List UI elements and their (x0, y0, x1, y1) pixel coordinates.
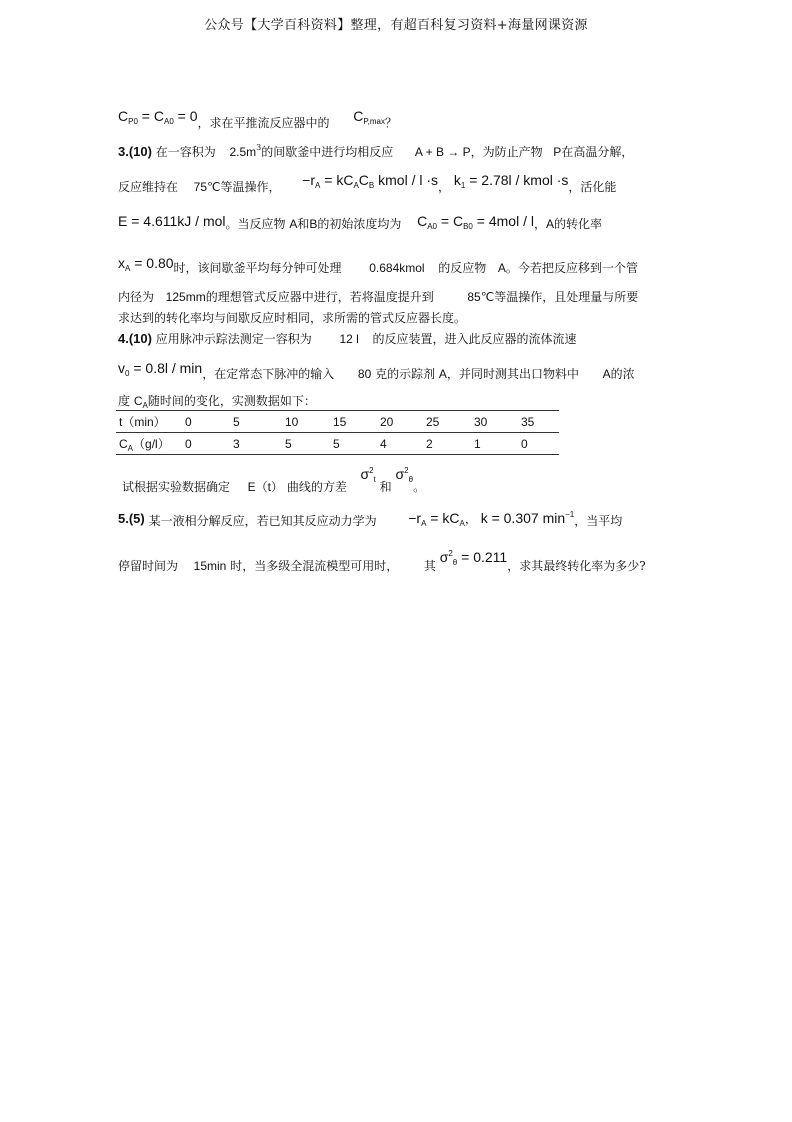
conversion-xa: $x_A = 0.80$ (118, 255, 174, 273)
table-cell: 5 (285, 433, 333, 455)
table-cell: 0 (521, 433, 559, 455)
table-cell: 15 (333, 411, 380, 433)
rate-equation: $-r_A = kC_AC_B$ kmol / l ·s (302, 172, 439, 190)
q3-line-6: 求达到的转化率均与间歇反应时相同，求所需的管式反应器长度。 (118, 311, 467, 325)
table-cell: 0 (185, 433, 233, 455)
table-cell: 20 (380, 411, 426, 433)
q4-line-3: 度 $C_A$随时间的变化，实测数据如下： (118, 394, 316, 410)
table-row-label: $C_A(g/l)$ (116, 433, 185, 455)
cp-max-symbol: $C_{P,max}$ (353, 108, 385, 126)
flow-rate-v0: $v_0 = 0.8l / \min$ (118, 360, 203, 378)
initial-concentration: $C_{A0} = C_{B0} = 4mol / l$ (417, 213, 534, 231)
q3-line-3: E = 4.611kJ / mol。当反应物 A和B的初始浓度均为 $C_{A0} = C_{B0} = 4mol / l$，A的转化率 (118, 213, 603, 231)
q3-line-1: 3.(10) 在一容积为 $2.5m^3$的间歇釜中进行均相反应 A + B → P，为防止产物 P在高温分解， (118, 143, 634, 159)
cp0-equation: $C_{P0} = C_{A0} = 0$ (118, 108, 198, 126)
table-cell: 35 (521, 411, 559, 433)
q5-line-2: 停留时间为 15min 时，当多级全混流模型可用时， 其 $\sigma^2_\theta = 0.211$，求其最终转化率为多少? (118, 549, 646, 573)
table-cell: 5 (333, 433, 380, 455)
k1-value: $k_1 = 2.78l$ / kmol ·s (453, 172, 569, 190)
q5-rate-equation: $-r_A = kC_A$ (408, 510, 465, 528)
table-cell: 5 (233, 411, 285, 433)
table-row-concentration (116, 433, 559, 455)
table-cell: 10 (285, 411, 333, 433)
table-row-time (116, 411, 559, 433)
table-cell: 0 (185, 411, 233, 433)
table-cell: 2 (426, 433, 474, 455)
q2-tail-line: $C_{P0} = C_{A0} = 0$，求在平推流反应器中的 $C_{P,max}$？ (118, 108, 397, 130)
q4-number: 4.(10) (118, 331, 152, 346)
table-row-label: t（min） (116, 411, 185, 433)
q4-line-2: $v_0 = 0.8l / \min$，在定常态下脉冲的输入 80 克的示踪剂 A，并同时测其出口物料中 A的浓 (118, 360, 635, 381)
q3-number: 3.(10) (118, 144, 152, 159)
q4-line-4: 试根据实验数据确定 E（t） 曲线的方差 $\sigma^2_t$ 和 $\sigma^2_\theta$。 (122, 466, 426, 494)
variance-theta: $\sigma^2_\theta$ (395, 466, 414, 484)
table-cell: 4 (380, 433, 426, 455)
table-cell: 25 (426, 411, 474, 433)
tracer-data-table (116, 410, 559, 455)
q3-line-5: 内径为 125mm的理想管式反应器中进行，若将温度提升到 85℃等温操作，且处理量与所要 (118, 290, 639, 304)
q3-line-2: 反应维持在 75℃等温操作， $-r_A = kC_AC_B$ kmol / l ·s， $k_1 = 2.78l$ / kmol ·s，活化能 (118, 172, 617, 194)
activation-energy: E = 4.611kJ / mol (118, 213, 226, 229)
variance-t: $\sigma^2_t$ (360, 466, 376, 484)
table-cell: 1 (474, 433, 521, 455)
q5-line-1: 5.(5) 某一液相分解反应，若已知其反应动力学为 $-r_A = kC_A$， k = 0.307 $\min^{-1}$，当平均 (118, 510, 623, 528)
table-cell: 30 (474, 411, 521, 433)
rate-constant-k: k = 0.307 $\min^{-1}$ (480, 510, 575, 526)
q5-number: 5.(5) (118, 511, 145, 526)
table-cell: 3 (233, 433, 285, 455)
q4-line-1: 4.(10) 应用脉冲示踪法测定一容积为 12 l 的反应装置，进入此反应器的流体流速 (118, 331, 577, 346)
q3-line-4: $x_A = 0.80$时，该间歇釜平均每分钟可处理 0.684kmol 的反应物 A。今若把反应移到一个管 (118, 255, 638, 275)
page-header: 公众号【大学百科资料】整理，有超百科复习资料+海量网课资源 (204, 18, 588, 33)
q5-variance: $\sigma^2_\theta = 0.211$ (439, 549, 508, 567)
